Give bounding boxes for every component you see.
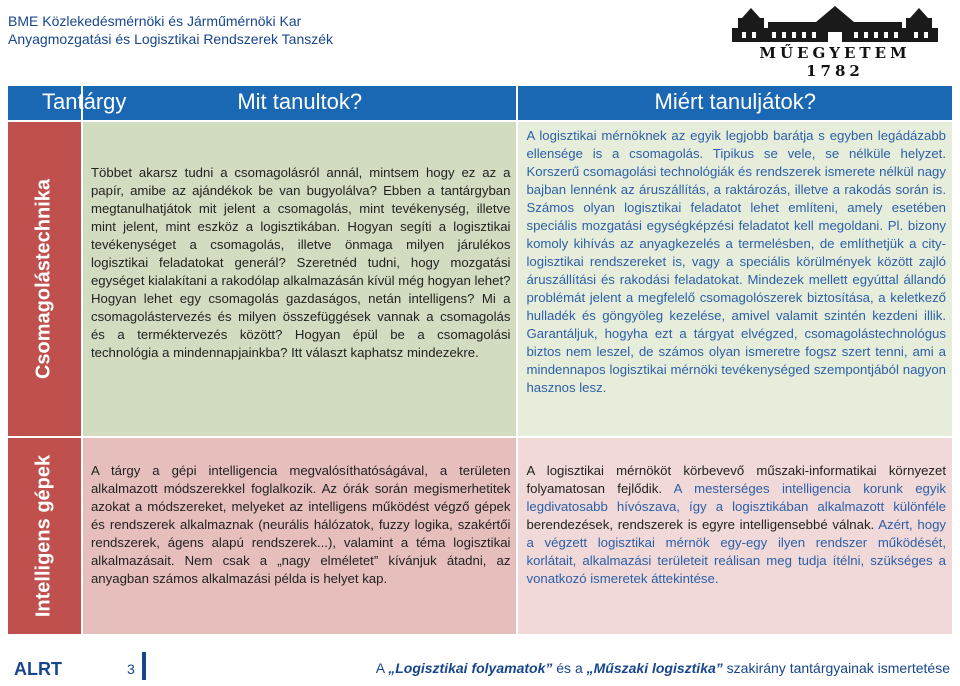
footer-caption: A „Logisztikai folyamatok” és a „Műszaki logisztika” szakirány tantárgyainak ismertetése xyxy=(375,660,950,676)
header-subject: Tantárgy xyxy=(7,85,82,121)
header-why: Miért tanuljátok? xyxy=(517,85,953,121)
footer-brand: ALRT xyxy=(14,659,62,679)
faculty-name: BME Közlekedésmérnöki és Járműmérnöki Kar xyxy=(8,13,302,29)
university-logo xyxy=(728,4,942,84)
footer-divider xyxy=(142,652,146,680)
packaging-why: A logisztikai mérnöknek az egyik legjobb barátja s egyben legádázabb ellensége is a csomagolás. Tipikus se vele, se nélküle helyzet. Korszerű csomagolási technológiák és rendszerek ismerete nélkül nagy bajban lennénk az áruszállítás, a raktározás, illetve a rakodás során is. Számos olyan logisztikai feladatot lehet említeni, amely esetében speciális mozgatási egységképzési feladatot kell megoldani. Pl. bizony komoly kihívás az anyagkezelés a termelésben, de említhetjük a city-logisztikai rendszereket is, vagy a speciális körülmények között zajló áruszállítási és rakodási feladatokat. Mindezek mellett egyúttal állandó problémát jelent a megfelelő csomagolószerek biztosítása, a keletkező hulladék és göngyöleg kezelése, amivel valamit szintén kezdeni illik. Garantáljuk, hogyha ezt a tárgyat elvégzed, csomagolástechnológus biztos nem leszel, de számos olyan ismeretre fogsz szert tenni, ami a mindennapos logisztikai mérnöki tevékenységed szempontjából nagyon hasznos lesz. xyxy=(517,121,953,437)
building-icon xyxy=(728,4,942,48)
logo-text: MŰEGYETEM 1782 xyxy=(759,44,911,80)
machines-why-text: A logisztikai mérnököt körbevevő műszaki-informatikai környezet folyamatosan fejlődik. A mesterséges intelligencia korunk egyik legdivatosabb hívószava, így a logisztikában alkalmazott különféle berendezések, rendszerek is egyre intelligensebbé válnak. Azért, hogy a végzett logisztikai mérnök egy-egy ilyen rendszer működését, korlátait, alkalmazási területeit reálisan meg tudja ítélni, szükséges a vonatkozó ismeretek áttekintése. xyxy=(526,463,946,586)
machines-what: A tárgy a gépi intelligencia megvalósíthatóságával, a területen alkalmazott módszerekkel foglalkozik. Az órák során megismerhetitek azokat a módszereket, melyeket az intelligens működést végző gépek és rendszerek alkalmaznak (neurális hálózatok, fuzzy logika, szakértői rendszerek, ágens alapú rendszerek...), valamint a téma logisztikai alkalmazásait. Nem csak a „nagy elméletet” kívánjuk átadni, az anyagban számos alkalmazási példa is helyet kap. xyxy=(82,437,518,635)
header-what: Mit tanultok? xyxy=(82,85,518,121)
subject-packaging: Csomagolástechnika xyxy=(7,121,82,437)
subject-intelligent-machines: Intelligens gépek xyxy=(7,437,82,635)
page-number: 3 xyxy=(127,661,135,677)
department-name: Anyagmozgatási és Logisztikai Rendszerek Tanszék xyxy=(8,31,334,47)
machines-why xyxy=(517,437,953,635)
subjects-table xyxy=(6,84,954,636)
packaging-what: Többet akarsz tudni a csomagolásról annál, mintsem hogy ez az a papír, amibe az ajándékok be van bugyolálva? Ebben a tantárgyban megtanulhatjátok mit jelent a csomagolás, mint tevékenység, illetve mint jelent, mint eszköz a logisztikában. Hogyan segíti a logisztikai tevékenységet a csomagolás, illetve önmaga milyen járulékos logisztikai feladatokat generál? Szeretnéd tudni, hogy mozgatási egységet kialakítani a rakodólap alkalmazásán kívül még hogyan lehet? Hogyan lehet egy csomagolás gazdaságos, netán intelligens? Mi a csomagolástervezés és milyen összefüggések vannak a csomagolás és a terméktervezés között? Hogyan épül be a csomagolási technológia a mindennapjainkba? Itt választ kaphatsz mindezekre. xyxy=(82,121,518,437)
